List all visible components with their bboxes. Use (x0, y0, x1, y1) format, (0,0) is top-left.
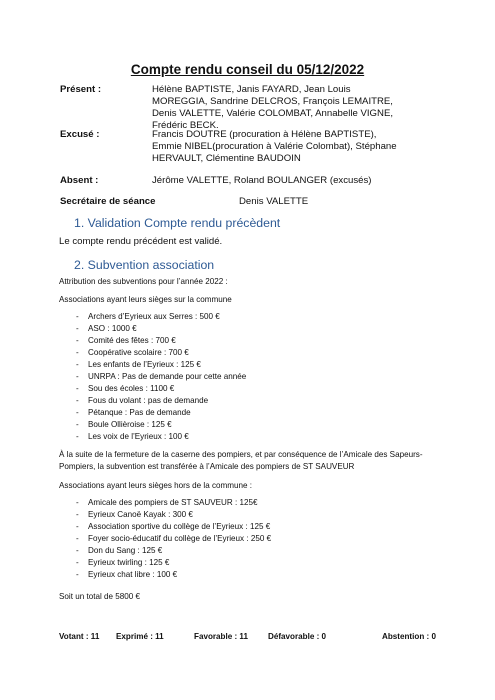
list-bullet: - (76, 510, 79, 519)
section1-heading: 1. Validation Compte rendu précèdent (74, 216, 281, 230)
list-item-text: Boule Ollièroise : 125 € (88, 420, 172, 429)
list-bullet: - (76, 324, 79, 333)
list-item (76, 359, 246, 371)
list-bullet: - (76, 396, 79, 405)
list-bullet: - (76, 546, 79, 555)
list-bullet: - (76, 384, 79, 393)
hors-title: Associations ayant leurs sièges hors de la commune : (59, 481, 252, 490)
list-item (76, 311, 246, 323)
list-item-text: Sou des écoles : 1100 € (88, 384, 175, 393)
hors-association-list (76, 497, 271, 581)
list-item (76, 569, 271, 581)
list-item (76, 497, 271, 509)
list-bullet: - (76, 336, 79, 345)
absent-label: Absent : (60, 175, 99, 186)
excuse-text: Francis DOUTRE (procuration à Hélène BAPTISTE), Emmie NIBEL(procuration à Valérie Colombat), Stéphane HERVAULT, Clémentine BAUDOIN (152, 129, 397, 164)
list-item-text: ASO : 1000 € (88, 324, 137, 333)
list-item (76, 431, 246, 443)
list-item-text: Foyer socio-éducatif du collège de l’Eyrieux : 250 € (88, 534, 272, 543)
list-item-text: Association sportive du collège de l’Eyrieux : 125 € (88, 522, 271, 531)
list-item (76, 407, 246, 419)
list-bullet: - (76, 348, 79, 357)
vote-exprime: Exprimé : 11 (116, 632, 164, 641)
list-item (76, 395, 246, 407)
list-item (76, 335, 246, 347)
present-text: Hélène BAPTISTE, Janis FAYARD, Jean Louis MOREGGIA, Sandrine DELCROS, François LEMAITRE, Denis VALETTE, Valérie COLOMBAT, Annabelle VIGNE, Frédéric BECK. (152, 84, 394, 131)
vote-defavorable: Défavorable : 0 (268, 632, 327, 641)
list-bullet: - (76, 360, 79, 369)
list-item (76, 521, 271, 533)
secretary-label: Secrétaire de séance (60, 196, 156, 207)
vote-abstention: Abstention : 0 (382, 632, 436, 641)
section1-text: Le compte rendu précédent est validé. (59, 236, 223, 247)
list-bullet: - (76, 408, 79, 417)
list-item-text: Eyrieux twirling : 125 € (88, 558, 170, 567)
list-item (76, 545, 271, 557)
list-item (76, 419, 246, 431)
absent-text: Jérôme VALETTE, Roland BOULANGER (excusés) (152, 175, 372, 186)
list-item (76, 509, 271, 521)
list-item-text: Fous du volant : pas de demande (88, 396, 209, 405)
vote-favorable: Favorable : 11 (194, 632, 248, 641)
transfer-paragraph: À la suite de la fermeture de la caserne des pompiers, et par conséquence de l’Amicale des Sapeurs-Pompiers, la subvention est transférée à l’Amicale des pompiers de ST SAUVEUR (59, 450, 423, 471)
list-item-text: Pétanque : Pas de demande (88, 408, 191, 417)
subvention-intro: Attribution des subventions pour l’année 2022 : (59, 277, 228, 286)
list-bullet: - (76, 522, 79, 531)
list-item-text: Les voix de l’Eyrieux : 100 € (88, 432, 189, 441)
list-bullet: - (76, 498, 79, 507)
vote-summary (59, 632, 454, 644)
vote-votant: Votant : 11 (59, 632, 100, 641)
secretary-value: Denis VALETTE (239, 196, 309, 207)
present-label: Présent : (60, 84, 102, 95)
section2-heading: 2. Subvention association (74, 258, 215, 272)
list-bullet: - (76, 420, 79, 429)
list-item-text: Amicale des pompiers de ST SAUVEUR : 125€ (88, 498, 258, 507)
list-bullet: - (76, 312, 79, 321)
list-bullet: - (76, 558, 79, 567)
total-text: Soit un total de 5800 € (59, 592, 141, 601)
list-item-text: Don du Sang : 125 € (88, 546, 163, 555)
list-item-text: Les enfants de l’Eyrieux : 125 € (88, 360, 201, 369)
list-bullet: - (76, 534, 79, 543)
list-item (76, 557, 271, 569)
list-item-text: UNRPA : Pas de demande pour cette année (88, 372, 247, 381)
list-item-text: Archers d’Eyrieux aux Serres : 500 € (88, 312, 220, 321)
commune-association-list (76, 311, 246, 443)
list-bullet: - (76, 570, 79, 579)
excuse-label: Excusé : (60, 129, 100, 140)
commune-title: Associations ayant leurs sièges sur la commune (59, 295, 232, 304)
list-bullet: - (76, 432, 79, 441)
document-title: Compte rendu conseil du 05/12/2022 (130, 62, 365, 77)
list-item (76, 383, 246, 395)
list-item (76, 533, 271, 545)
list-item-text: Comité des fêtes : 700 € (88, 336, 176, 345)
list-item (76, 323, 246, 335)
list-item-text: Eyrieux chat libre : 100 € (88, 570, 178, 579)
list-item (76, 347, 246, 359)
list-bullet: - (76, 372, 79, 381)
list-item (76, 371, 246, 383)
list-item-text: Eyrieux Canoë Kayak : 300 € (88, 510, 193, 519)
list-item-text: Coopérative scolaire : 700 € (88, 348, 189, 357)
